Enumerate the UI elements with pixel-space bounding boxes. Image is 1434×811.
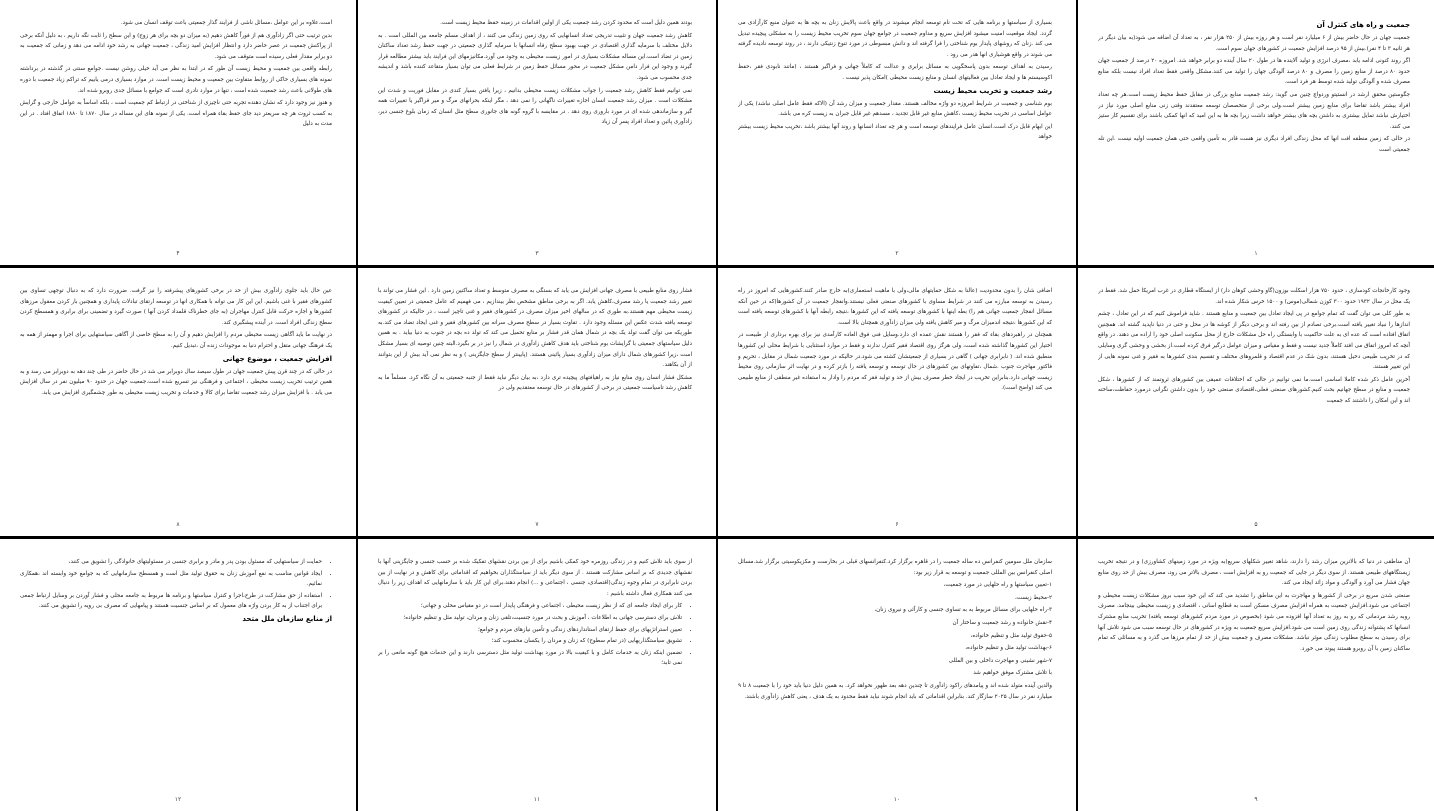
page-content <box>378 286 692 514</box>
paragraph: است.علاوه بر این عوامل ،مسائل ناشی از فرایند گذار جمعیتی باعث توقف انسان می شود. <box>120 20 332 26</box>
paragraph: آخرین عامل ذکر شده کاملا اساسی است.ما نمی توانیم در حالی که اختلافات عمیقی بین کشورهای ثروتمند که از کشورها ، شکل جمعیت و منابع در سطح جهانیم بحث کنیم.کشورهای صنعتی فعلی،اقتصادی صنعتی خود را بدون داشتن نگرانی درمورد حفاظت،ساخته اند و این امکان را داشتند که جمعیت <box>1098 376 1410 404</box>
paragraph: آن مناطقی در دنیا که بالاترین میزان رشد را دارند، شاهد تغییر شکلهای سریع(به ویژه در مورد زمینهای کشاورزی) و در نتیجه تخریب زیستگاههای طبیعی هستند. از سوی دیگر در جایی که جمعیت رو به افزایش است ، مصرف بالاتر می رود، مصرف بیش از حد روی منابع جهان فشار می آورد و آلودگی و مواد زائد ایجاد می کند. <box>1098 559 1410 587</box>
page-number: ۱ <box>1254 250 1258 257</box>
paragraph: بودند همین دلیل است که محدود کردن رشد جمعیت یکی از اولین اقدامات در زمینه حفظ محیط زیست است. <box>440 20 692 26</box>
paragraph: با تلاش مشترک موفق خواهیم شد <box>973 670 1052 677</box>
paragraph: اضافی شان را بدون محدودیت (عالنا به شکل حمایتهای مالی،ولی با ماهیت استعماری)به خارج صادر کنند.کشورهایی که امروز در راه رسیدن به توسعه مبارزه می کنند در شرایط مساوی با کشورهای صنعتی فعلی نیستند.وانفجار جمعیت در آن کشورها(که در حین آنکه مسائل انفجار جمعیت جهانی هم را) بطه اینها با کشورهای توسعه یافته که این کشورها ،نتیجه رابطه آنها با کشورهای توسعه یافته است که این کشورها ،نتیجه اندمیزان مرگ و میر کاهش یافته ولی میزان زادآوری همچنان بالا است. <box>738 288 1052 326</box>
paragraph: بوم شناسی و جمعیت در شرایط امروزه دو واژه مخالف هستند. مقدار جمعیت و میزان رشد آن (الاکه فقط عامل اصلی نباشد) یکی از عوامل اساسی در تخریب محیط زیست ،کاهش منابع غیر قابل تجدید ، مسدهم غیر قابل جبران به زیست کره می باشد. <box>738 100 1052 118</box>
paragraph: ۲-محیط زیست، <box>1015 594 1052 601</box>
paragraph: به طور کلی می توان گفت که تمام جوامع در پی ایجاد تعادل بین جمعیت و منابع هستند . شاید فراموش کنیم که در این تعادل ، چشم اندازها را نبیاد تغییر یافته است.برخی تصادم از بین رفته اند و برخی دیگر از کوشه ها در محل و حتی در دنیا ناپدید گشته اند. همچنین اتفاق افتاده است که عده ای به علت حاکمیت با وابستگی راه حل مشکلات خارج از محل سکونت اصلی خود را اراده می دهند. در واقع آنچه که امروز اتفاق می افتد کاملاً جدید نیست و فقط و مقیاس و میزان عوامل درگیر فرق کرده است.از بخشی و وحشی گری وسایلی که در تخریب طبیعی دخیل هستند، بدون شک در عدم اقتصاد و قلمروهای مختلف و تقسیم بندی کشورها به فقیر و غنی نمونه هایی از این تغییر هستند. <box>1098 311 1410 371</box>
paragraph: سازمان ملل سومین کنفرانس ده ساله جمعیت را در قاهره برگزار کرد.کنفرانسهای قبلی در بخارست و مکزیکوسیتی برگزار شد.مسائل اصلی کنفرانس بین المللی جمعیت و توسعه به قرار زیر بود: <box>738 559 1052 576</box>
paragraph: وجود کارخانجات کودسازی ، حدود ۷۵۰ هزار اسکلت بوزون(گاو وحشی کوهان دار) از ایستگاه قطاری در غرب امریکا حمل شد. فقط در یک محل در سال ۱۹۳۲ حدود ۳۰۰ کوزن شمالی(موس) و ۱۵۰۰ خرس شکار شده اند. <box>1098 288 1410 305</box>
document-page <box>358 0 716 265</box>
document-page <box>1078 539 1434 811</box>
paragraph: بدین ترتیب حتی اگر زادآوری هم از فوراً کاهش دهیم (به میزان دو بچه برای هر زوج) و این سطح را ثابت نگه داریم ، به دلیل آنکه برخی از پراکنش جمعیت در عصر حاضر دارد و انتظار افزایش امید زندگی ، جمعیت جهانی به رشد خود ادامه می دهد و زمانی که جمعیت به دو برابر مقدار فعلی رسیده است متوقف می شود. <box>20 32 332 60</box>
paragraph: عین حال باید جلوی زادآوری بیش از حد در برخی کشورهای پیشرفته را نیز گرفت. ضرورت دارد که به دنبال توجهی تساوی بین کشورهای فقیر با غنی باشیم. این این کار می توانه با همکاری انها در توسعه ارتقای تبادلات پایداری و همچنین بار کردن معقول مرزهای کشورها و اجازه حرکت قابل کنترل مهاجران (به جای خطرناک قلمداد کردن آنها ) صورت گیرد و تضمینی برای برابری و همسطح کردن سطح زندگی افراد است. در آینده پیشگیری کند. <box>20 288 332 326</box>
paragraph: ۵-حقوق تولید مثل و تنظیم خانواده، <box>970 632 1052 639</box>
bullet-item: • ایجاد قوانین مناسب به نفع آموزش زنان به حقوق تولید مثل است و همسطح سازمانهایی که به جوامع خود وابسته اند ،همکاری نمائیم. <box>20 569 322 590</box>
bullet-list <box>20 557 332 612</box>
paragraph: همچنان در راهبردهای بقاء که فقر را هستند نقش عمده ای دارد.وسایل فنی فوق العاده کارآمدی نیز برای بهره برداری از طبیعت در اختیار این کشورها گذاشته شده است، ولی هرگز روی اقتصاد فقیر کنترل ندارند و فقط در موارد استثنایی با شرایط محلی این کشورها منطبق شده اند. ( نابرابری جهانی ) گاهی در بسیاری از جمعیتشان کشته می شود.در حالیکه در مورد جمعیت شمال در مقابل ، تحریم و فاکتور مهاجرت جنوب .شمال ،تفاوتهای بین کشورهای در حال توسعه و توسعه یافته را بازتر کرده و در نهایت اثر سازمانی روی محیط زیست جهانی دارد.بنابراین تخریب در ایجاد خطر مصرف بیش از حد و تولید فقر که مردم را وادار به استفاده غیر منطقی از منابع طبیعی می کند (واضح است). <box>738 332 1052 392</box>
bullet-item: • استفاده از حق مشارکت در طرح،اجرا و کنترل سیاستها و برنامه ها مربوط به جامعه محلی و فشار آوردن بر وسایل ارتباط جمعی برای اجتناب از به کار بردن واژه های معمول که بر اساس جنسیت هستند و پیامهایی که مصرف بی رویه را تشویق می کنند. <box>20 591 322 612</box>
paragraph: نمی توانیم فقط کاهش رشد جمعیت را جواب مشکلات زیست محیطی بدانیم ، زیرا یافتن بسیار کندی در مقابل فوریت و شدت این مشکلات است . میزان رشد جمعیت انسان اجازه تغییرات ناگهانی را نمی دهد ، مگر اینکه بحرانهای مرگ و میر فراگیر یا تغییرات همه گیر و سازماندهی شده ای در مورد باروری روی دهد . در مقایسه با گروه گونه های جانوری سطح مثل انسان که زمان بلوغ جنسی دیر، زادآوری پائین و تعداد افراد پسر آن زیاد <box>378 87 692 126</box>
paragraph: رابطه واقعی بین جمعیت و محیط زیست آن طور که در ابتدا به نظر می آید خیلی روشن نیست .جوامع سنتی در گذشته در برداشته نمونه های بسیاری حاکی از روابط متفاوت بین جمعیت و محیط زیست است. در موارد بسیاری درمی یابیم که تراکم زیاد جمعیت با دوره های طولانی باعث رشد جمعیت شده است ، تنها در موارد نادری است که جوامع با مسائل جدی روبرو شده اند. <box>20 66 332 94</box>
bullet-list <box>378 601 692 669</box>
section-heading: جمعیت و راه های کنترل آن <box>1316 21 1410 29</box>
paragraph: و هنوز نیز وجود دارد که نشان دهنده تجربه حتی ناچیزی از شناختی در ارتباط کم جمعیت است ، بلکه اساساً به عوامل خارجی و گرایش به کسب ثروت هر چه سریعتر دید جای حفظ بقاء همراه است. یکی از نمونه های این مساله در سال ۱۸۷۰ تا ۱۸۸۰ اتفاق افتاد . در این مدت به دلیل <box>20 100 332 128</box>
page-number: ۱۱ <box>533 796 541 803</box>
page-content <box>738 557 1052 789</box>
document-page <box>718 0 1076 265</box>
document-page <box>358 268 716 536</box>
document-page <box>718 539 1076 811</box>
paragraph: ۴-نقش خانواده و رشد جمعیت و ساختار آن <box>952 619 1052 626</box>
paragraph: در حالی که زمین منطقه افت انها که محل زندگی افراد دیگری نیز هست قادر به تأمین واقعی حتی همان جمعیت اولیه نیست .این تله جمعیتی است <box>1098 136 1410 153</box>
page-content <box>20 557 332 789</box>
document-page <box>1078 268 1434 536</box>
page-number: ۷ <box>535 521 539 528</box>
page-content <box>1098 18 1410 243</box>
paragraph: ۳-راه حلهایی برای مسائل مربوط به به تساوی جنسی و کارآئی و نیروی زنان، <box>874 607 1052 614</box>
document-page <box>0 539 356 811</box>
page-content <box>378 557 692 789</box>
page-number: ۱۰ <box>893 796 901 803</box>
page-number: ۶ <box>895 521 899 528</box>
document-page <box>358 539 716 811</box>
paragraph: جمعیت جهان در حال حاضر بیش از ۶ میلیارد نفر است و هر روزه بیش از ۲۵۰ هزار نفر ، به تعداد آن اضافه می شود(به بیان دیگر در هر ثانیه ۳ تا ۴ نفر).بیش از ۹۵ درصد افزایش جمعیت در کشورهای جهان سوم است. <box>1098 35 1410 52</box>
paragraph: از سوی باید تلاش کنیم و در زندگی روزمره خود کمکی باشیم برای از بین بردن نقشهای تفکیک شده بر حسب جنسی و جایگزینی آنها با نقشهای جدیدی که بر اساس مشارکت هستند . از سوی دیگر باید از سیاستگذاران بخواهیم که اقداماتی برای کاهش و در نهایت از بین بردن نابرابری در تمام وجوه زندگی(اقتصادی، جنسی ، اجتماعی و ...) انجام دهند.برای این کار باید با سازمانهایی که اهداف زیر را دنبال می کنند همکاری فعال داشته باشیم : <box>378 559 692 597</box>
bullet-item: • کار برای ایجاد جامعه ای که از نظر زیست محیطی ، اجتماعی و فرهنگی پایدار است در دو مقیاس محلی و جهانی؛ <box>378 601 682 612</box>
section-heading: افزایش جمعیت ، موضوع جهانی <box>222 354 332 363</box>
page-content <box>738 286 1052 514</box>
document-page <box>1078 0 1434 265</box>
paragraph: فشار روی منابع طبیعی با مصرف جهانی افزایش می یابد که بستگی به مصرف متوسط و تعداد ساکنین زمین دارد . این فشار می تواند با تغییر رشد جمعیت یا رشد مصرف،کاهش یابد. اگر به برخی مناطق مشخص نظر بیندازیم ، می فهمیم که عامل جمعیتی در تعیین کیفیت زیست محیطی مهم هستند.به طوری که در سالهای اخیر میزان مصرف در کشورهای فقیر و غنی تاچیز است ، در حالیکه در کشورهای توسعه یافته شدت عکس این مسئله وجود دارد . تفاوت بسیار در سطح مصرف سرانه بین کشورهای فقیر و غنی ایجاد تضاد می کند.به طوریکه می توان گفت تولد یک بچه در شمال همان قدر فشار بر منابع تحمیل می کند که تولد ده بچه در جنوب به دنیا بیاید . به همین دلیل سیاستهای جمعیتی با گرایشات بوم شناختی باید هدف کاهش زادآوری در شمال را نیز در بر بگیرد.البته چنین توصیه ای بسیار مشکل است ،زیرا کشورهای شمال دارای میزان زادآوری بسیار پائینی هستند. (پایینتر از سطح جایگزینی ) و به نظر نمی آید بیش از این بتوانند از آن بکاهند. <box>378 288 692 369</box>
document-page <box>0 0 356 265</box>
paragraph: ۱-تعیین سیاستها و راه حلهایی در مورد جمعیت، <box>943 582 1052 589</box>
paragraph: والدین آینده متولد شده اند و پیامدهای راکود زادآوری تا چندین دهه بعد ظهور نخواهد کرد. به همین دلیل دنیا باید خود را با جمعیت ۸ تا ۹ میلیارد نفر در سال ۲۰۲۵ سازگار کند. بنابراین اقداماتی که باید انجام شوند نباید فقط محدود به یک هدف ، یعنی کاهش زادآوری باشند. <box>738 682 1052 700</box>
section-heading: از منابع سازمان ملل متحد <box>242 614 332 623</box>
paragraph: در نهایت ما باید آگاهی زیست محیطی مردم را افزایش دهیم و آن را به سطح خاصی از آگاهی سیاستهایی برای اجرا و مهمتر از همه به یک فرهنگ جهانی متقل و احترام دنیا به موجودات زنده آن ،تبدیل کنیم. <box>20 332 332 349</box>
paragraph: رسیدن به اهداف توسعه بدون پاسخگویی به مسائل برابری و عدالت که کاملاً جهانی و فراگیر هستند ، (مانند نابودی فقر ،حفظ اکوسیستم ها و ایجاد تعادل بین فعالیتهای انسان و منابع زیست محیطی )امکان پذیر نیست . <box>738 64 1052 81</box>
bullet-item: • تلاش برای دسترسی جهانی به اطلاعات ، آموزش و بحث در مورد جنسیت،تلقی زنان و مردان، تولید مثل و تنظیم خانواده؛ <box>378 613 682 624</box>
paragraph: در حالی که در چند قرن پیش جمعیت جهان در طول سیصد سال دوبرابر می شد در حال حاضر در طی چند دهه به دوبرابر می رسد و به همین ترتیب تخریب زیست محیطی ، اجتماعی و فرهنگی نیز تسریع شده است.جمعیت جهان در حدود ۹۰ میلیون نفر در سال افزایش می یابد . با افزایش میزان رشد جمعیت تقاضا برای کالا و خدمات و تخریب زیست محیطی به طور چشمگیری افزایش می یابد. <box>20 368 332 396</box>
paragraph: صنعتی شدن سریع در برخی از کشورها و مهاجرت به این مناطق را تشدید می کند که این خود سبب بروز مشکلات زیست محیطی و اجتماعی می شود.افزایش جمعیت به همراه افزایش مصرف مسکن است به قطایع اسانی ، اقتصادی و زیست محیطی بینجامد. مصرف روبه رشد مردمانی که رو به روز به تعداد آنها افزوده می شود (بخصوص در مورد مردم کشورهای توسعه یافته) تخریب منابع مشترک انسانها که پشتوانه زندگی روی زمین است می شود.افزایش سریع جمعیت به ویژه در کشورهای در حال توسعه سبب می شود تلاش آنها برای رسیدن به سطح مطلوب زندگی موثر نباشد. مشکلات مصرف و جمعیت بیش از حد از تمام مرزها می گذرد و به مسائلی که تمام ساکنان زمین با آن روبرو هستند پیوند می خورد. <box>1098 592 1410 652</box>
section-heading: رشد جمعیت و تخریب محیط زیست <box>933 86 1052 95</box>
page-content <box>20 18 332 243</box>
bullet-item: • حمایت از سیاستهایی که مسئول بودن پدر و مادر و برابری جنسی در مسئولیتهای خانوادگی را تشویق می کنند، <box>20 557 322 568</box>
paragraph: اگر روند کنونی ادامه یابد ،مصرف انرژی و تولید آلاینده ها در طول ۲۰ سال آینده دو برابر خواهد شد. امروزه ۲۰ درصد از جمعیت جهان حدود ۸۰ درصد از منابع زمین را مصرف و ۸۰ درصد آلودگی جهان را تولید می کنند.مشکل واقعی فقط تعداد افراد نیست بلکه منابع مصرف شده و آلودگی تولید شده توسط هر فرد است. <box>1098 58 1410 86</box>
page-content <box>738 18 1052 243</box>
page-number: ۱۲ <box>174 796 182 803</box>
paragraph: بسیاری از سیاستها و برنامه هایی که تحت نام توسعه انجام میشوند در واقع باعث پالایش زنان به بچه ها به عنوان منبع کارآزادی می گردد. ایجاد موقعیت امنیت میشود افزایش سریع و مداوم جمعیت در جوامع جهان سوم تخریب محیط زیست را به مشکلی پیچیده تبدیل می کند .زنان که روشهای پایدار بوم شناختی را فرا گرفته اند و دانش مبسوطی در مورد تنوع زنتیکی دارند ، در روند توسعه نادیده گرفته می شوند در واقع هوشیاری انها هدر می رود . <box>738 20 1052 58</box>
paragraph: کاهش رشد جمعیت جهان و تثبیت تدریجی تعداد انسانهایی که روی زمین زندگی می کنند ، از اهداف مسلم جامعه بین المللی است . به دلایل مختلف با سرمایه گذاری اقتصادی در جهت بهبود سطح رفاه انسانها با سرمایه گذاری جمعیتی در جهت حفظ رشد تعداد ساکنان زمین در تضاد است.این مساله مشکلات بسیاری در امور زیست محیطی به وجود می آورد.مکانیزمهای این فرایند باید بیشتر مطالعه قرار گیرند و وجود این فرار دامن مشکل جمعیت در محور مسائل حفظ زمین در شرایط فعلی می توان بسیار متقاعد کننده باشد و اندیشه جدی محسوب می شود. <box>378 32 692 81</box>
document-page <box>0 268 356 536</box>
page-number: ۲ <box>895 250 899 257</box>
paragraph: ۶-بهداشت تولید مثل و تنظیم خانواده، <box>965 645 1052 652</box>
paragraph: این ابهام قابل درک است.انسان عامل فرایندهای توسعه است و هر چه تعداد انسانها و روند آنها بیشتر باشد ،تخریب محیط زیست بیشتر خواهد <box>738 123 1052 141</box>
page-content <box>1098 286 1410 514</box>
bullet-item: • تعیین استراتژیهای برای حفظ ارتقای استانداردهای زندگی و تأمین نیازهای مردم و جوامع؛ <box>378 625 682 636</box>
page-content <box>20 286 332 514</box>
paragraph: جگوستین محقق ارشد در انستیتو وردواچ چنین می گوید: رشد جمعیت منابع بزرگی در مقابل حفظ محیط زیست است.هر چه تعداد افراد بیشتر باشد تقاضا برای منابع زمین بیشتر است.ولی برخی از متخصصان توسعه معتقدند وقتی زنی منابع اصلی مورد نیاز در اختیارش نباشد تمایل بیشتری به داشتن بچه های بیشتر خواهد داشت زیرا بچه ها به این امید که انها کمکی باشند برای تقسیم کار ستیز می کنند. <box>1098 91 1410 130</box>
paragraph: مشکل فشار انسان روی منابع نیاز به راهیافتهای پیچیده تری دارد ،به بیان دیگر نباید فقط از جنبه جمعیتی به آن نگاه کرد. مسلماً ما به کاهش رشد تاسیاست جمعیتی در برخی از کشورهای در حال توسعه معتقدیم ولی در <box>378 374 692 392</box>
page-number: ۹ <box>1254 796 1258 803</box>
page-number: ۴ <box>176 250 180 257</box>
page-number: ۵ <box>1254 521 1258 528</box>
bullet-item: • تضمین اینکه زنان به خدمات کامل و با کیفیت بالا در مورد بهداشت تولید مثل دسترسی دارند و این خدمات هیچ گونه مانعی را بر نمی تابد؛ <box>378 648 682 669</box>
paragraph: ۷-شهر نشینی و مهاجرت داخلی و بین المللی <box>948 657 1052 664</box>
document-page <box>718 268 1076 536</box>
page-number: ۸ <box>176 521 180 528</box>
bullet-item: • تشویق سیاستگذاریهایی (در تمام سطوح) که زنان و مردان را یکسان محسوب کند؛ <box>378 636 682 647</box>
page-number: ۳ <box>535 250 539 257</box>
page-content <box>378 18 692 243</box>
page-content <box>1098 557 1410 789</box>
